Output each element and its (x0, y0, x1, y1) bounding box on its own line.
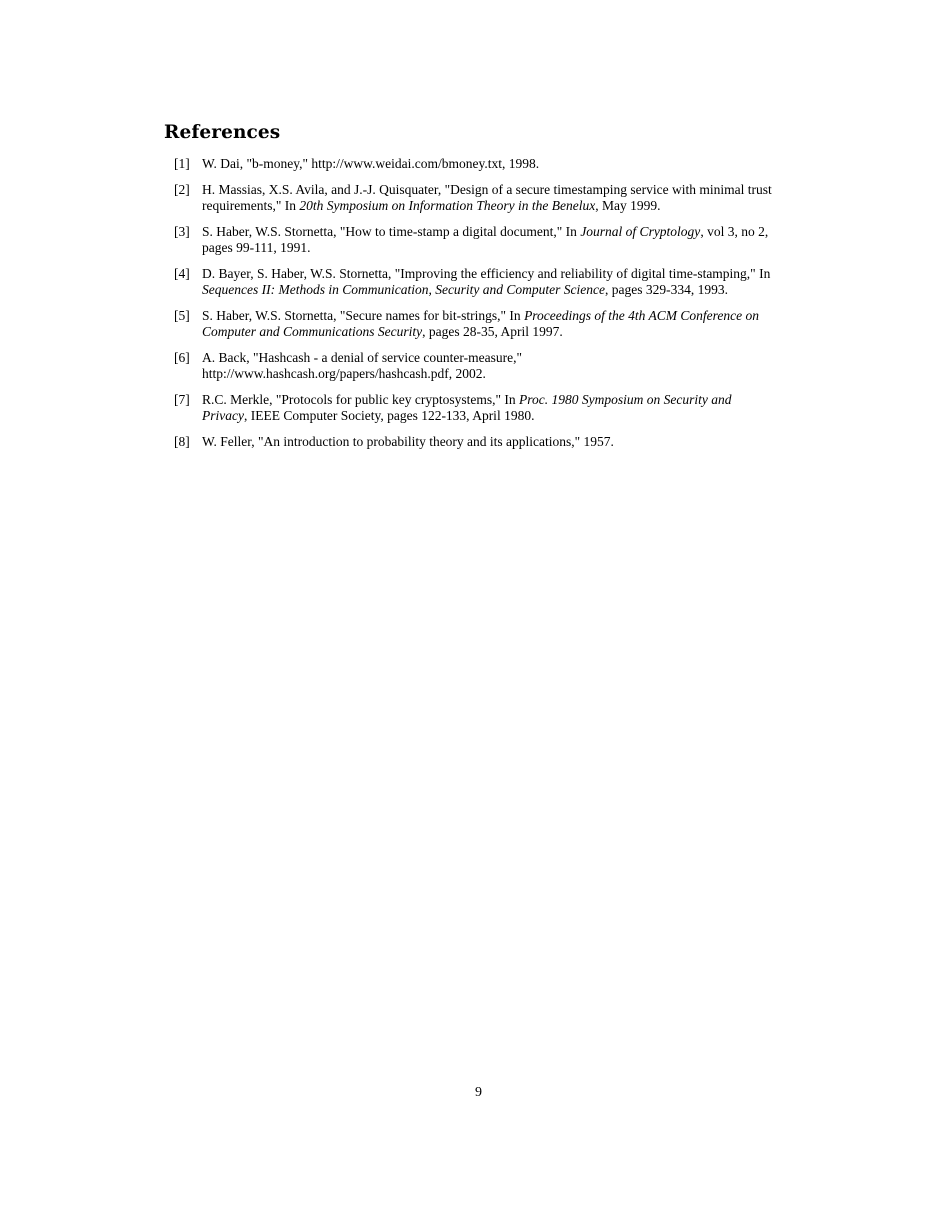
section-title: References (164, 122, 281, 143)
reference-fragment: W. Feller, "An introduction to probability theory and its applications," 1957. (202, 434, 614, 449)
reference-text (202, 350, 522, 381)
page-number: 9 (475, 1085, 482, 1100)
reference-number: [6] (174, 350, 190, 365)
reference-text (202, 392, 731, 423)
reference-fragment: , May 1999. (595, 198, 661, 213)
reference-item (174, 308, 774, 340)
reference-text (202, 434, 614, 449)
reference-fragment: , IEEE Computer Society, pages 122-133, April 1980. (243, 408, 535, 423)
reference-fragment: A. Back, "Hashcash - a denial of service counter-measure," http://www.hashcash.org/papers/hashcash.pdf, 2002. (202, 350, 522, 381)
reference-text (202, 308, 759, 339)
reference-venue: Proceedings of the 4th ACM Conference on Computer and Communications Security (202, 308, 760, 339)
reference-number: [2] (174, 182, 190, 197)
reference-fragment: W. Dai, "b-money," http://www.weidai.com/bmoney.txt, 1998. (202, 156, 540, 171)
reference-item (174, 392, 774, 424)
reference-venue: Sequences II: Methods in Communication, Security and Computer Science (202, 282, 606, 297)
reference-text (202, 224, 768, 255)
reference-fragment: S. Haber, W.S. Stornetta, "Secure names for bit-strings," In (202, 308, 525, 323)
reference-item (174, 156, 774, 172)
reference-number: [5] (174, 308, 190, 323)
reference-fragment: , vol 3, no 2, pages 99-111, 1991. (202, 224, 769, 255)
reference-number: [8] (174, 434, 190, 449)
reference-text (202, 266, 770, 297)
reference-number: [4] (174, 266, 190, 281)
reference-fragment: , pages 28-35, April 1997. (422, 324, 563, 339)
reference-venue: Proc. 1980 Symposium on Security and Privacy (202, 392, 732, 423)
reference-fragment: , pages 329-334, 1993. (605, 282, 729, 297)
reference-fragment: D. Bayer, S. Haber, W.S. Stornetta, "Improving the efficiency and reliability of digital time-stamping," In (202, 266, 771, 281)
reference-venue: 20th Symposium on Information Theory in the Benelux (299, 198, 596, 213)
reference-fragment: H. Massias, X.S. Avila, and J.-J. Quisquater, "Design of a secure timestamping service with minimal trust requirements," In (202, 182, 772, 213)
reference-text (202, 156, 539, 171)
reference-item (174, 182, 774, 214)
reference-number: [3] (174, 224, 190, 239)
reference-item (174, 224, 774, 256)
reference-fragment: S. Haber, W.S. Stornetta, "How to time-stamp a digital document," In (202, 224, 581, 239)
reference-venue: Journal of Cryptology (580, 224, 701, 239)
reference-fragment: R.C. Merkle, "Protocols for public key cryptosystems," In (202, 392, 519, 407)
reference-number: [7] (174, 392, 190, 407)
reference-item (174, 350, 774, 382)
reference-item (174, 434, 774, 450)
reference-list (174, 156, 774, 460)
reference-item (174, 266, 774, 298)
reference-text (202, 182, 772, 213)
reference-number: [1] (174, 156, 190, 171)
